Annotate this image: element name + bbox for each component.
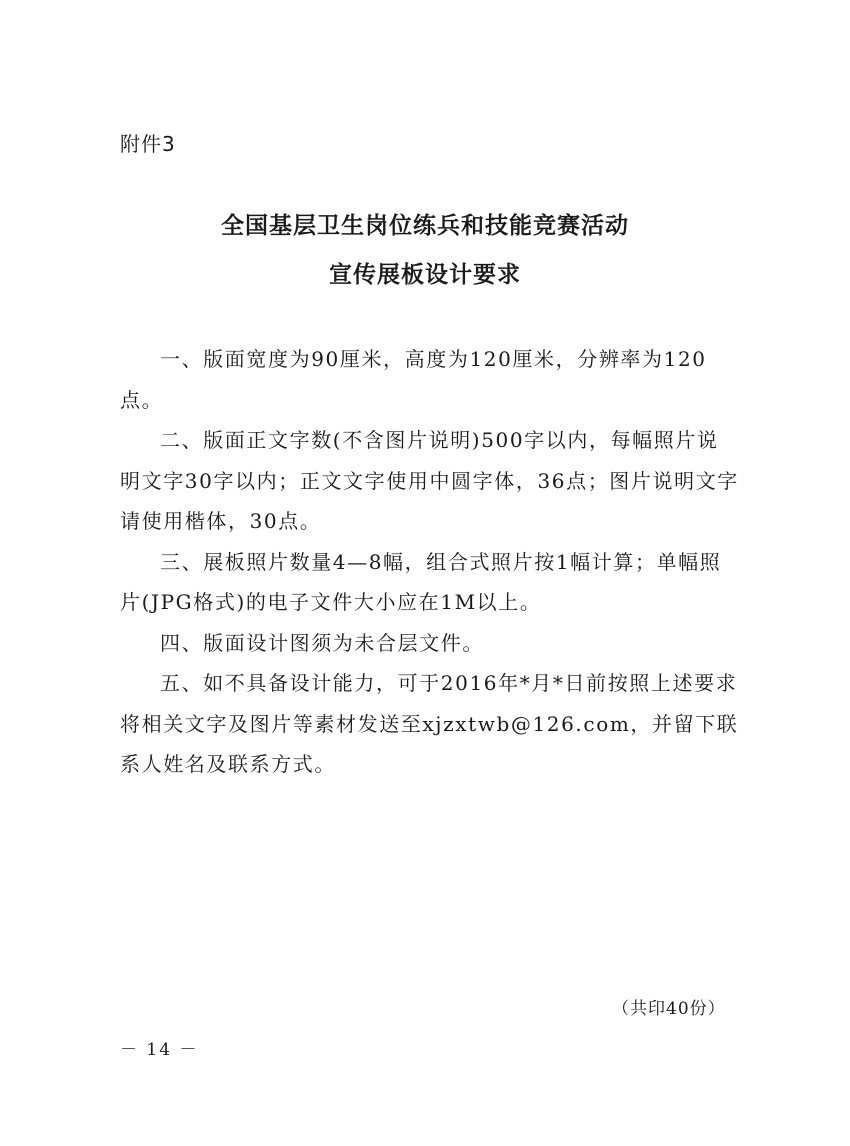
attachment-label: 附件3 [120,132,176,156]
requirement-paragraph-4: 四、版面设计图须为未合层文件。 [160,630,484,655]
requirement-paragraph-2: 二、版面正文字数(不含图片说明)500字以内，每幅照片说明文字30字以内；正文文字使用中圆字体，36点；图片说明文字请使用楷体，30点。 [120,428,739,533]
document-title-line-1: 全国基层卫生岗位练兵和技能竞赛活动 [221,213,629,239]
requirement-paragraph-5: 五、如不具备设计能力，可于2016年*月*日前按照上述要求将相关文字及图片等素材发送至xjzxtwb@126.com，并留下联系人姓名及联系方式。 [120,671,739,776]
requirement-paragraph-1: 一、版面宽度为90厘米，高度为120厘米，分辨率为120点。 [120,347,707,412]
copies-note: （共印40份） [612,999,726,1019]
requirement-paragraph-3: 三、展板照片数量4—8幅，组合式照片按1幅计算；单幅照片(JPG格式)的电子文件大小应在1M以上。 [120,549,722,614]
document-title-line-2: 宣传展板设计要求 [329,262,521,288]
requirements-body [120,339,740,785]
page-number: － 14 － [120,1040,199,1060]
